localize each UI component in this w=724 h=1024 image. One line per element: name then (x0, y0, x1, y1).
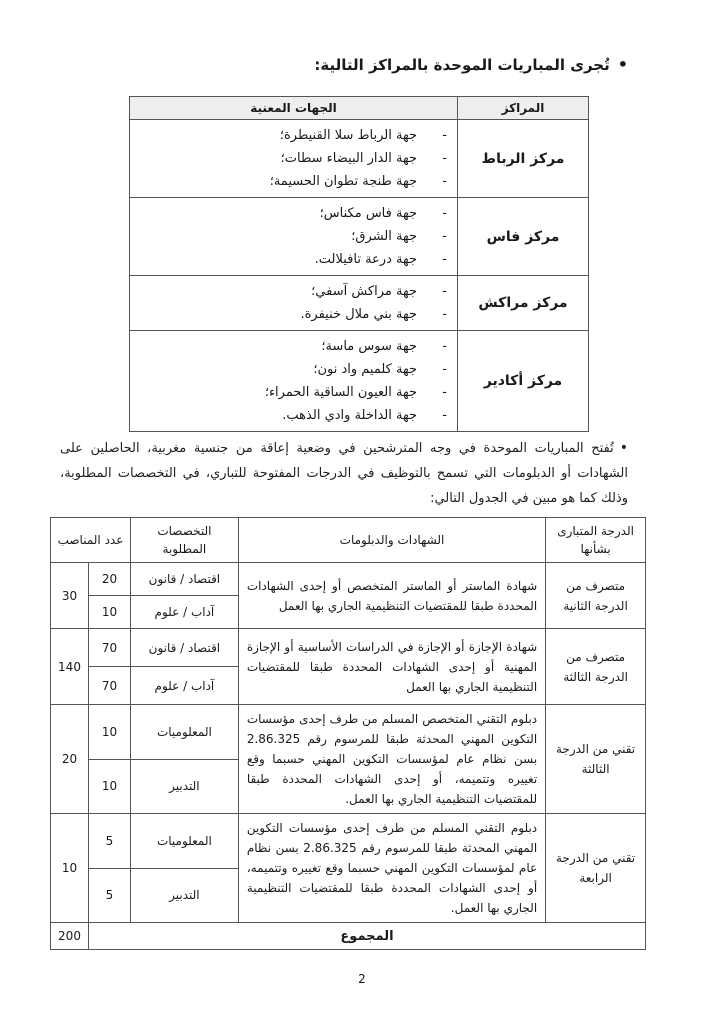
table-row (130, 276, 589, 331)
header-regions: الجهات المعنية (130, 97, 458, 120)
region-item: - جهة الشرق؛ (130, 225, 447, 248)
header-grade: الدرجة المتبارى بشأنها (546, 518, 646, 563)
specialty-count: 5 (89, 814, 131, 869)
specialty-count: 10 (89, 759, 131, 814)
specialty-count: 20 (89, 563, 131, 596)
center-name: مركز مراكش (458, 276, 589, 331)
header-centers: المراكز (458, 97, 589, 120)
header-certificates: الشهادات والدبلومات (238, 518, 545, 563)
regions-cell (130, 331, 458, 432)
regions-cell (130, 198, 458, 276)
table-row (51, 705, 646, 760)
table-header-row (130, 97, 589, 120)
grade-cell: تقني من الدرجة الثالثة (546, 705, 646, 814)
total-label: المجموع (89, 923, 646, 950)
regions-cell (130, 120, 458, 198)
certificate-cell: شهادة الإجازة أو الإجازة في الدراسات الأساسية أو الإجازة المهنية أو إحدى الشهادات المحددة طبقا للمقتضيات التنظيمية الجاري بها العمل (238, 629, 545, 705)
table-header-row (51, 518, 646, 563)
region-item: - جهة فاس مكناس؛ (130, 202, 447, 225)
section2-text: تُفتح المباريات الموحدة في وجه المترشحين في وضعية إعاقة من جنسية مغربية، الحاصلين على الشهادات أو الدبلومات التي تسمح بالتوظيف في الدرجات المفتوحة للتباري، في التخصصات المطلوبة، وذلك كما هو مبين في الجدول التالي: (60, 441, 628, 506)
center-name: مركز فاس (458, 198, 589, 276)
table-row (130, 331, 589, 432)
header-specialties: التخصصات المطلوبة (130, 518, 238, 563)
region-item: - جهة بني ملال خنيفرة. (130, 303, 447, 326)
page-number: 2 (358, 972, 366, 986)
grade-cell: متصرف من الدرجة الثالثة (546, 629, 646, 705)
specialty-name: آداب / علوم (130, 596, 238, 629)
certificate-cell: شهادة الماستر أو الماستر المتخصص أو إحدى الشهادات المحددة طبقا للمقتضيات التنظيمية الجاري بها العمل (238, 563, 545, 629)
specialty-name: التدبير (130, 868, 238, 923)
total-positions: 140 (51, 629, 89, 705)
region-item: - جهة سوس ماسة؛ (130, 335, 447, 358)
specialty-name: التدبير (130, 759, 238, 814)
header-positions: عدد المناصب (51, 518, 131, 563)
table-row (51, 814, 646, 869)
region-item: - جهة مراكش آسفي؛ (130, 280, 447, 303)
certificate-cell: دبلوم التقني المسلم من طرف إحدى مؤسسات التكوين المهني المحدثة طبقا للمرسوم رقم 2.86.325 بسن نظام عام لمؤسسات التكوين المهني حسبما وقع تغييره وتتميمه، أو إحدى الشهادات المحددة طبقا للمقتضيات التنظيمية الجاري بها العمل. (238, 814, 545, 923)
total-positions: 20 (51, 705, 89, 814)
specialty-name: اقتصاد / قانون (130, 629, 238, 667)
positions-table (50, 517, 646, 950)
region-item: - جهة طنجة تطوان الحسيمة؛ (130, 170, 447, 193)
section1-title: تُجرى المباريات الموحدة بالمراكز التالية: (314, 56, 610, 74)
region-item: - جهة العيون الساقية الحمراء؛ (130, 381, 447, 404)
specialty-count: 70 (89, 667, 131, 705)
center-name: مركز الرباط (458, 120, 589, 198)
specialty-count: 10 (89, 596, 131, 629)
section2-paragraph (60, 436, 628, 511)
region-item: - جهة درعة تافيلالت. (130, 248, 447, 271)
centers-table (129, 96, 589, 432)
certificate-cell: دبلوم التقني المتخصص المسلم من طرف إحدى مؤسسات التكوين المهني المحدثة طبقا للمرسوم رقم 2.86.325 بسن نظام عام لمؤسسات التكوين المهني حسبما وقع تغييره وتتميمه، أو إحدى الشهادات المحددة طبقا للمقتضيات التنظيمية الجاري بها العمل. (238, 705, 545, 814)
region-item: - جهة الرباط سلا القنيطرة؛ (130, 124, 447, 147)
specialty-count: 10 (89, 705, 131, 760)
specialty-name: آداب / علوم (130, 667, 238, 705)
table-row (51, 563, 646, 596)
total-positions: 10 (51, 814, 89, 923)
bullet-icon: • (619, 440, 628, 456)
regions-cell (130, 276, 458, 331)
region-item: - جهة كلميم واد نون؛ (130, 358, 447, 381)
section1-heading (314, 56, 628, 74)
region-item: - جهة الداخلة وادي الذهب. (130, 404, 447, 427)
table-row (51, 629, 646, 667)
table-row (130, 198, 589, 276)
grade-cell: تقني من الدرجة الرابعة (546, 814, 646, 923)
center-name: مركز أكادير (458, 331, 589, 432)
specialty-name: المعلوميات (130, 814, 238, 869)
total-value: 200 (51, 923, 89, 950)
table-row (130, 120, 589, 198)
total-row (51, 923, 646, 950)
total-positions: 30 (51, 563, 89, 629)
bullet-icon: • (617, 55, 628, 74)
grade-cell: متصرف من الدرجة الثانية (546, 563, 646, 629)
specialty-count: 70 (89, 629, 131, 667)
specialty-count: 5 (89, 868, 131, 923)
specialty-name: المعلوميات (130, 705, 238, 760)
region-item: - جهة الدار البيضاء سطات؛ (130, 147, 447, 170)
specialty-name: اقتصاد / قانون (130, 563, 238, 596)
